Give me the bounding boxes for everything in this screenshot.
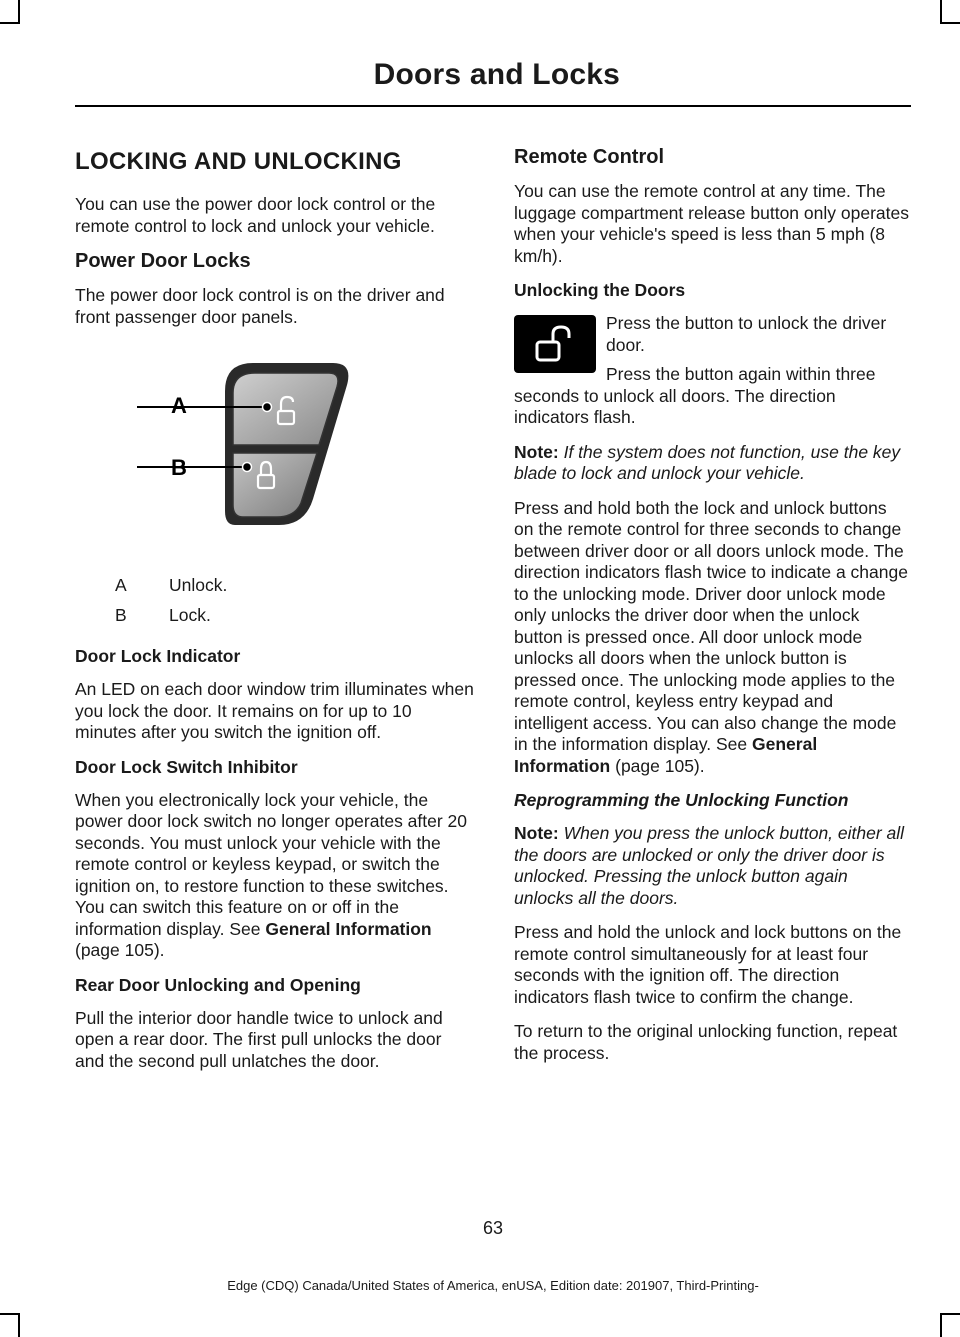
- crop-mark: [940, 0, 942, 24]
- crop-mark: [940, 22, 960, 24]
- general-information-link[interactable]: General Information: [265, 918, 432, 939]
- crop-mark: [0, 1313, 20, 1315]
- door-lock-switch-illustration: [75, 341, 475, 561]
- note-text: When you press the unlock button, either all the doors are unlocked or only the driver door is unlocked. Pressing the unlock button again unlocks all the doors.: [514, 823, 905, 908]
- unlock-step-two: Press the button again within three seconds to unlock all doors. The direction indicators flash.: [514, 364, 876, 427]
- note-label: Note:: [514, 441, 559, 462]
- section-heading: LOCKING AND UNLOCKING: [75, 148, 402, 175]
- remote-control-text: You can use the remote control at any time. The luggage compartment release button only operates when your vehicle's speed is less than 5 mph (8 km/h).: [514, 181, 909, 266]
- crop-mark: [940, 1313, 942, 1337]
- right-column: [514, 140, 910, 1077]
- left-column: [75, 140, 475, 1085]
- rear-door-unlocking-heading: Rear Door Unlocking and Opening: [75, 974, 361, 995]
- legend-value: Lock.: [169, 605, 211, 625]
- crop-mark: [18, 1313, 20, 1337]
- reprogramming-heading: Reprogramming the Unlocking Function: [514, 790, 849, 810]
- door-lock-switch-inhibitor-heading: Door Lock Switch Inhibitor: [75, 756, 298, 777]
- crop-mark: [0, 22, 20, 24]
- header-divider: [75, 105, 911, 107]
- page-reference: (page 105).: [610, 755, 705, 776]
- crop-mark: [18, 0, 20, 24]
- unlock-instruction-block: [514, 313, 910, 429]
- inhibitor-body: When you electronically lock your vehicle, the power door lock switch no longer operates after 20 seconds. You must unlock your vehicle with the remote control or keyless keypad, or switch the ignition on, to restore function to these switches. You can switch this feature on or off in the information display. See: [75, 789, 468, 939]
- unlock-mode-body: Press and hold both the lock and unlock buttons on the remote control for three seconds to change between driver door or all doors unlock mode. The direction indicators flash twice to indicate a change to the unlocking mode. Driver door unlock mode only unlocks the driver door when the unlock button is pressed once. All door unlock mode unlocks all doors when the unlock button is pressed once. The unlocking mode applies to the remote control, keyless entry keypad and intelligent access. You can also change the mode in the information display. See: [514, 497, 908, 754]
- legend-value: Unlock.: [169, 575, 228, 595]
- crop-mark: [940, 1313, 960, 1315]
- reprogramming-text: Press and hold the unlock and lock buttons on the remote control simultaneously for at least four seconds with the ignition off. The direction indicators flash twice to confirm the change.: [514, 922, 902, 1007]
- legend-item: [75, 575, 475, 596]
- door-lock-indicator-text: An LED on each door window trim illuminates when you lock the door. It remains on for up to 10 minutes after you switch the ignition off.: [75, 679, 474, 742]
- rear-door-unlocking-text: Pull the interior door handle twice to unlock and open a rear door. The first pull unlocks the door and the second pull unlatches the door.: [75, 1007, 443, 1071]
- power-door-locks-text: The power door lock control is on the driver and front passenger door panels.: [75, 285, 445, 327]
- unlock-mode-text: [514, 498, 910, 778]
- unlocking-the-doors-heading: Unlocking the Doors: [514, 280, 686, 300]
- callout-a: A: [171, 393, 187, 418]
- door-lock-switch-inhibitor-text: [75, 790, 475, 962]
- page-reference: (page 105).: [75, 940, 165, 960]
- door-lock-switch-figure: [75, 341, 475, 561]
- page-header-title: Doors and Locks: [373, 58, 620, 91]
- unlock-button-symbol: [514, 315, 596, 373]
- note-text: If the system does not function, use the key blade to lock and unlock your vehicle.: [514, 441, 901, 483]
- callout-b: B: [171, 455, 187, 480]
- return-original-text: To return to the original unlocking function, repeat the process.: [514, 1021, 898, 1063]
- note-paragraph: [514, 442, 910, 485]
- legend-item: [75, 605, 475, 626]
- unlock-step-one: Press the button to unlock the driver door.: [606, 313, 887, 355]
- remote-control-heading: Remote Control: [514, 146, 664, 168]
- page-footer: Edge (CDQ) Canada/United States of America, enUSA, Edition date: 201907, Third-Printing-: [227, 1278, 759, 1293]
- note-label: Note:: [514, 823, 559, 843]
- unlock-icon: [533, 324, 577, 364]
- door-lock-indicator-heading: Door Lock Indicator: [75, 646, 241, 666]
- legend-key: B: [115, 605, 127, 625]
- general-information-link[interactable]: General Information: [514, 734, 818, 776]
- intro-paragraph: You can use the power door lock control or the remote control to lock and unlock your vehicle.: [75, 194, 436, 236]
- power-door-locks-heading: Power Door Locks: [75, 250, 251, 272]
- page-number: 63: [482, 1218, 504, 1238]
- note-paragraph: [514, 823, 910, 909]
- legend-key: A: [115, 575, 127, 595]
